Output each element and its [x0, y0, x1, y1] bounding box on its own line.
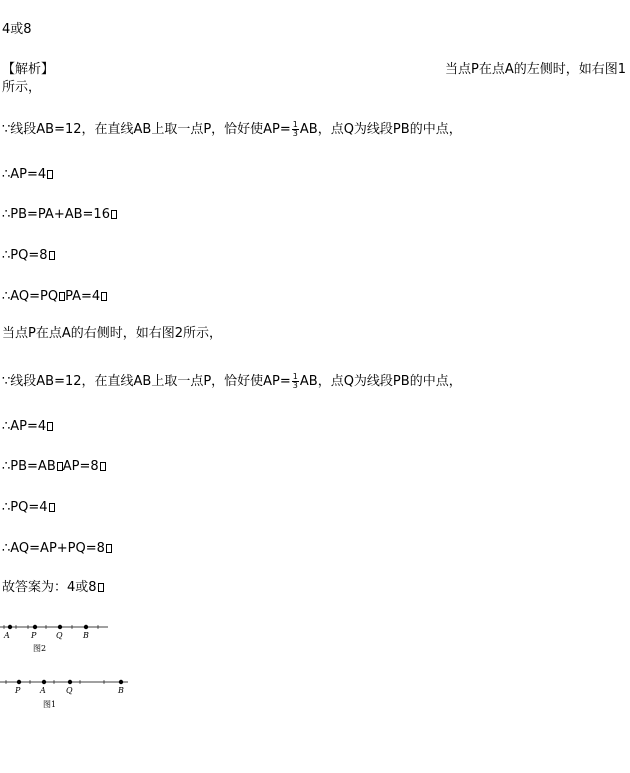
case1-step1: ∴AP=4	[2, 167, 53, 183]
placeholder-glyph-icon	[100, 462, 106, 471]
figure-1-caption: 图1	[43, 700, 57, 709]
case2-step2: ∴PB=AB AP=8	[2, 459, 106, 475]
case2-given-pre: ∵线段AB=12，在直线AB上取一点P，恰好使AP=	[2, 374, 291, 389]
label-q: Q	[56, 631, 63, 640]
case1-header-cont: 所示，	[2, 80, 42, 95]
case2-given-post: AB，点Q为线段PB的中点，	[299, 374, 462, 389]
point-p	[17, 680, 21, 684]
case2-step4: ∴AQ=AP+PQ=8	[2, 541, 112, 557]
case1-step4: ∴AQ=PQ PA=4	[2, 289, 107, 305]
case2-step1: ∴AP=4	[2, 419, 53, 435]
point-p	[33, 625, 37, 629]
point-q	[58, 625, 62, 629]
figure-2-caption: 图2	[33, 644, 47, 653]
point-b	[84, 625, 88, 629]
analysis-label: 【解析】	[2, 62, 55, 77]
point-a	[42, 680, 46, 684]
case1-given	[2, 121, 462, 138]
placeholder-glyph-icon	[47, 422, 53, 431]
label-a: A	[4, 631, 10, 640]
case1-step2: ∴PB=PA+AB=16	[2, 207, 117, 223]
label-q: Q	[66, 686, 73, 695]
case2-given	[2, 373, 462, 390]
case1-given-post: AB，点Q为线段PB的中点，	[299, 122, 462, 137]
point-q	[68, 680, 72, 684]
case1-header: 当点P在点A的左侧时，如右图1	[444, 62, 626, 77]
placeholder-glyph-icon	[101, 292, 107, 301]
point-a	[8, 625, 12, 629]
point-b	[119, 680, 123, 684]
case1-step3: ∴PQ=8	[2, 248, 55, 264]
fraction-one-third: $\frac{1}{3}$	[292, 120, 298, 138]
label-p: P	[15, 686, 21, 695]
case2-step3: ∴PQ=4	[2, 500, 55, 516]
label-b: B	[83, 631, 89, 640]
placeholder-glyph-icon	[106, 544, 112, 553]
fraction-one-third: $\frac{1}{3}$	[292, 372, 298, 390]
case2-header: 当点P在点A的右侧时，如右图2所示，	[2, 326, 223, 341]
figure-2-number-line	[0, 615, 130, 660]
answer-text: 4或8	[2, 22, 32, 37]
conclusion: 故答案为：4或8	[2, 580, 104, 596]
figure-1-number-line	[0, 672, 140, 717]
case1-given-pre: ∵线段AB=12，在直线AB上取一点P，恰好使AP=	[2, 122, 291, 137]
label-b: B	[118, 686, 124, 695]
placeholder-glyph-icon	[98, 583, 104, 592]
placeholder-glyph-icon	[49, 503, 55, 512]
label-p: P	[31, 631, 37, 640]
placeholder-glyph-icon	[111, 210, 117, 219]
label-a: A	[40, 686, 46, 695]
placeholder-glyph-icon	[49, 251, 55, 260]
placeholder-glyph-icon	[47, 170, 53, 179]
